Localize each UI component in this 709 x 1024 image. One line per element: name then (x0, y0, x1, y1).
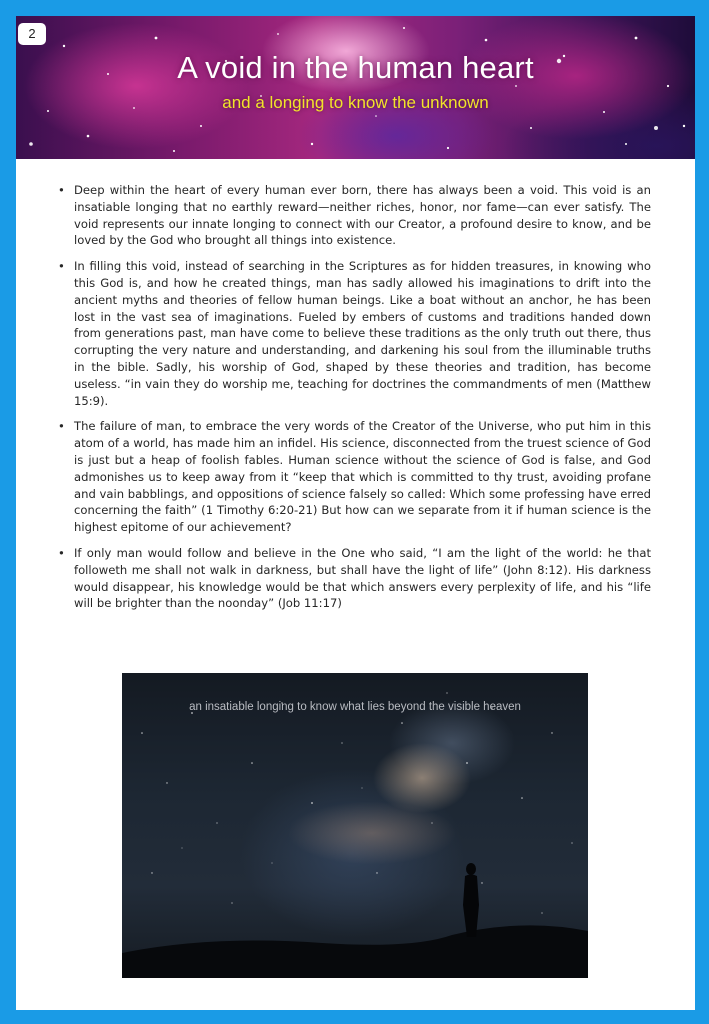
bullet-paragraph (56, 545, 651, 612)
photo-caption: an insatiable longing to know what lies beyond the visible heaven (189, 701, 521, 713)
silhouette-person-graphic (463, 863, 479, 937)
milky-way-graphic (122, 673, 588, 978)
night-sky-photo (122, 673, 588, 978)
bullet-list (56, 182, 651, 612)
bullet-paragraph (56, 418, 651, 536)
bullet-icon: • (58, 419, 65, 434)
header-banner (16, 16, 695, 159)
page-subtitle: and a longing to know the unknown (222, 93, 489, 112)
bullet-icon: • (58, 183, 65, 197)
page-number: 2 (18, 23, 46, 45)
paragraph-text: Deep within the heart of every human ever born, there has always been a void. This void is an insatiable longing that no earthly reward—neither riches, honor, nor fame—can ever satisfy. The void represents our innate longing to connect with our Creator, a profound desire to know, and be loved by the God who brought all things into existence. (74, 183, 651, 248)
page (16, 16, 695, 1010)
paragraph-text: The failure of man, to embrace the very words of the Creator of the Universe, who put him in this atom of a world, has made him an infidel. His science, disconnected from the truest science of God is just but a heap of foolish fables. Human science without the science of God is false, and God admonishes us to keep away from it “keep that which is committed to thy trust, avoiding profane and vain babblings, and oppositions of science falsely so called: Which some professing have erred concerning the faith” (1 Timothy 6:20-21) But how can we separate from it if human science is the highest epitome of our achievement? (74, 419, 651, 535)
page-title: A void in the human heart (177, 50, 534, 85)
bullet-icon: • (58, 259, 65, 274)
article-body (56, 182, 651, 621)
bullet-icon: • (58, 545, 65, 560)
bullet-paragraph (56, 182, 651, 249)
nebula-stars-graphic (16, 16, 695, 159)
paragraph-text: If only man would follow and believe in the One who said, “I am the light of the world: he that followeth me shall not walk in darkness, but shall have the light of life” (John 8:12). His darkness would disappear, his knowledge would be that which answers every perplexity of life, and his “life will be brighter than the noonday” (Job 11:17) (74, 545, 651, 611)
paragraph-text: In filling this void, instead of searching in the Scriptures as for hidden treasures, in knowing who this God is, and how he created things, man has sadly allowed his imaginations to drift into the ancient myths and theories of fellow human beings. Like a boat without an anchor, he has been lost in the vast sea of imaginations. Fueled by embers of customs and traditions handed down from generations past, man have come to believe these traditions as the only truth out there, thus corrupting the very nature and understanding, and darkening his soul from the illuminable truths in the bible. Sadly, his worship of God, shaped by these theories and tradition, has become useless. “in vain they do worship me, teaching for doctrines the commandments of men (Matthew 15:9). (74, 259, 651, 408)
bullet-paragraph (56, 258, 651, 409)
